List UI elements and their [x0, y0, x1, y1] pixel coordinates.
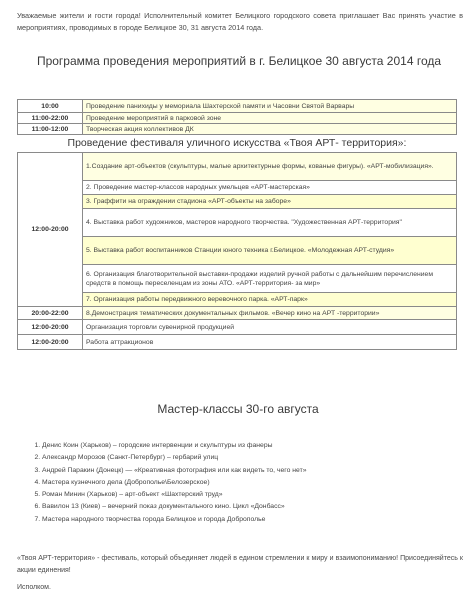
- festival-item: 6. Организация благотворительной выставки-продажи изделий ручной работы с дальнейшим перечислением средств в помощь переселенцам из зоны АТО. «АРТ-территория- за мир»: [83, 265, 457, 293]
- list-item: 6. Вавилон 13 (Киев) – вечерний показ документального кино. Цикл «Донбасс»: [42, 501, 306, 513]
- time-cell: 10:00: [18, 100, 83, 113]
- time-cell: 11:00-22:00: [18, 113, 83, 124]
- table-row: [18, 320, 457, 335]
- event-cell: Проведение панихиды у мемориала Шахтерской памяти и Часовни Святой Варвары: [83, 100, 457, 113]
- event-cell: Творческая акция коллективов ДК: [83, 124, 457, 135]
- list-item: 2. Александр Морозов (Санкт-Петербург) – гербарий улиц: [42, 452, 306, 464]
- list-item: 4. Мастера кузнечного дела (Доброполье\Белозерское): [42, 477, 306, 489]
- festival-item: 3. Граффити на ограждении стадиона «АРТ-объекты на заборе»: [83, 195, 457, 209]
- time-cell: 20:00-22:00: [18, 307, 83, 320]
- festival-title: Проведение фестиваля уличного искусства «Твоя АРТ- территория»:: [18, 135, 457, 153]
- event-cell: Проведение мероприятий в парковой зоне: [83, 113, 457, 124]
- event-cell: Работа аттракционов: [83, 335, 457, 350]
- outro-text: «Твоя АРТ-территория» - фестиваль, который объединяет людей в едином стремлении к миру и взаимопониманию! Присоединяйтесь к акции единения!: [17, 555, 463, 574]
- event-cell: 8.Демонстрация тематических документальных фильмов. «Вечер кино на АРТ -территории»: [83, 307, 457, 320]
- intro-text: Уважаемые жители и гости города! Исполнительный комитет Белицкого городского совета приглашает Вас принять участие в мероприятиях, проводимых в городе Белицкое 30, 31 августа 2014 года.: [17, 11, 463, 32]
- table-row: [18, 100, 457, 113]
- table-row: [18, 124, 457, 135]
- list-item: 5. Роман Минин (Харьков) – арт-объект «Шахтерский труд»: [42, 489, 306, 501]
- table-row: [18, 265, 457, 293]
- table-row: [18, 237, 457, 265]
- list-item: 1. Денис Коин (Харьков) – городские интервенции и скульптуры из фанеры: [42, 440, 306, 452]
- table-row: [18, 181, 457, 195]
- list-item: 7. Мастера народного творчества города Белицкое и города Доброполье: [42, 514, 306, 526]
- event-cell: Организация торговли сувенирной продукцией: [83, 320, 457, 335]
- festival-item: 7. Организация работы передвижного веревочного парка. «АРТ-парк»: [83, 293, 457, 307]
- table-row: [18, 293, 457, 307]
- table-row: [18, 209, 457, 237]
- festival-item: 2. Проведение мастер-классов народных умельцев «АРТ-мастерская»: [83, 181, 457, 195]
- festival-item: 5. Выставка работ воспитанников Станции юного техника г.Белицкое. «Молодежная АРТ-студия»: [83, 237, 457, 265]
- table-row: [18, 153, 457, 181]
- program-title: Программа проведения мероприятий в г. Белицкое 30 августа 2014 года: [36, 54, 442, 68]
- masterclass-title: Мастер-классы 30-го августа: [157, 402, 319, 416]
- program-table: [17, 99, 457, 350]
- time-cell: 12:00-20:00: [18, 320, 83, 335]
- signoff: Исполком.: [17, 584, 51, 591]
- table-row: [18, 335, 457, 350]
- list-item: 3. Андрей Паракин (Донецк) — «Креативная фотография или как видеть то, чего нет»: [42, 465, 306, 477]
- table-row: [18, 195, 457, 209]
- festival-item: 4. Выставка работ художников, мастеров народного творчества. "Художественная АРТ-территория": [83, 209, 457, 237]
- table-row: [18, 307, 457, 320]
- time-cell: 11:00-12:00: [18, 124, 83, 135]
- festival-item: 1.Создание арт-объектов (скульптуры, малые архитектурные формы, кованые фигуры). «АРТ-мобилизация».: [83, 153, 457, 181]
- festival-time-cell: 12:00-20:00: [18, 153, 83, 307]
- masterclass-list: [18, 440, 306, 526]
- festival-heading-row: [18, 135, 457, 153]
- time-cell: 12:00-20:00: [18, 335, 83, 350]
- table-row: [18, 113, 457, 124]
